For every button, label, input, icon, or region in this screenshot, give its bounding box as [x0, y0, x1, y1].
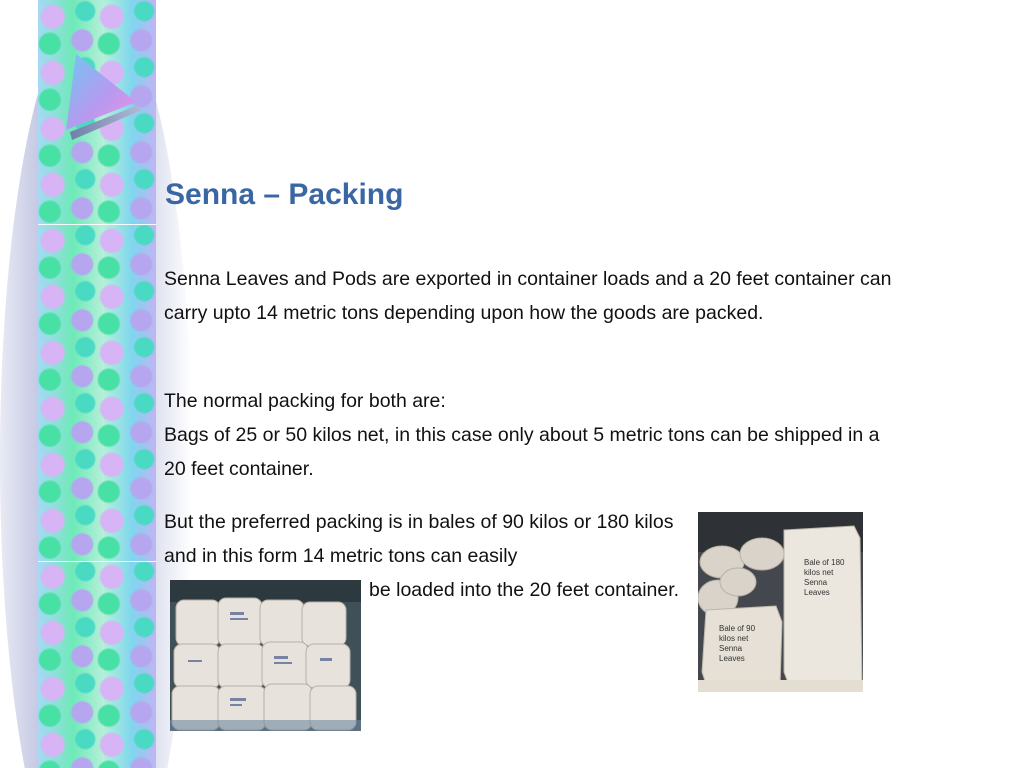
bale-180-label: Bale of 180 kilos net Senna Leaves	[804, 558, 845, 597]
band-divider	[38, 561, 156, 562]
triangle-logo-icon	[60, 52, 150, 144]
stacked-bales-photo	[170, 580, 361, 731]
paragraph-normal-packing	[164, 384, 904, 486]
slide-title: Senna – Packing	[165, 178, 404, 211]
normal-packing-heading: The normal packing for both are:	[164, 390, 446, 412]
bale-90-label: Bale of 90 kilos net Senna Leaves	[719, 624, 756, 663]
paragraph-preferred-packing: But the preferred packing is in bales of 90 kilos or 180 kilos and in this form 14 metric tons can easily	[164, 511, 674, 567]
labeled-bales-photo	[698, 512, 863, 692]
paragraph-preferred-packing-continued: be loaded into the 20 feet container.	[369, 579, 680, 601]
band-divider	[38, 224, 156, 225]
normal-packing-detail: Bags of 25 or 50 kilos net, in this case only about 5 metric tons can be shipped in a 20 feet container.	[164, 424, 880, 480]
paragraph-export-info: Senna Leaves and Pods are exported in container loads and a 20 feet container can carry upto 14 metric tons depending upon how the goods are packed.	[164, 268, 892, 324]
